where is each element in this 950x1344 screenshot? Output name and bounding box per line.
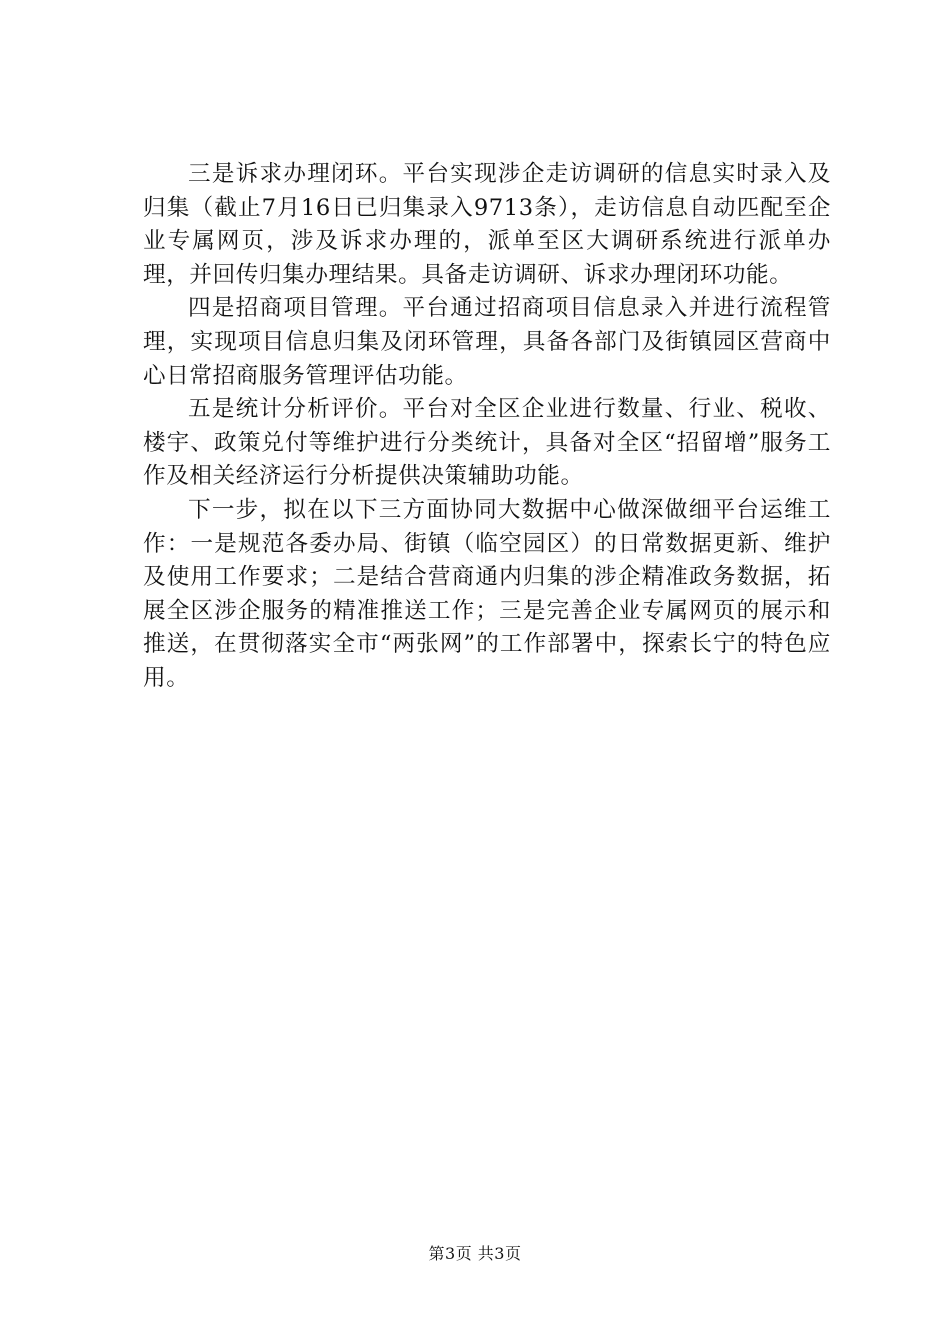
paragraph-complaint-handling: 三是诉求办理闭环。平台实现涉企走访调研的信息实时录入及归集（截止7月16日已归集录入9713条），走访信息自动匹配至企业专属网页，涉及诉求办理的，派单至区大调研系统进行派单办理，并回传归集办理结果。具备走访调研、诉求办理闭环功能。	[143, 161, 831, 288]
document-body	[143, 158, 831, 696]
paragraph-next-steps: 下一步，拟在以下三方面协同大数据中心做深做细平台运维工作：一是规范各委办局、街镇（临空园区）的日常数据更新、维护及使用工作要求；二是结合营商通内归集的涉企精准政务数据，拓展全区涉企服务的精准推送工作；三是完善企业专属网页的展示和推送，在贯彻落实全市“两张网”的工作部署中，探索长宁的特色应用。	[143, 496, 831, 691]
paragraph-statistical-analysis: 五是统计分析评价。平台对全区企业进行数量、行业、税收、楼宇、政策兑付等维护进行分类统计，具备对全区“招留增”服务工作及相关经济运行分析提供决策辅助功能。	[143, 396, 831, 490]
paragraph-investment-projects: 四是招商项目管理。平台通过招商项目信息录入并进行流程管理，实现项目信息归集及闭环管理，具备各部门及街镇园区营商中心日常招商服务管理评估功能。	[143, 295, 831, 389]
page-footer: 第3页 共3页	[428, 1244, 522, 1263]
